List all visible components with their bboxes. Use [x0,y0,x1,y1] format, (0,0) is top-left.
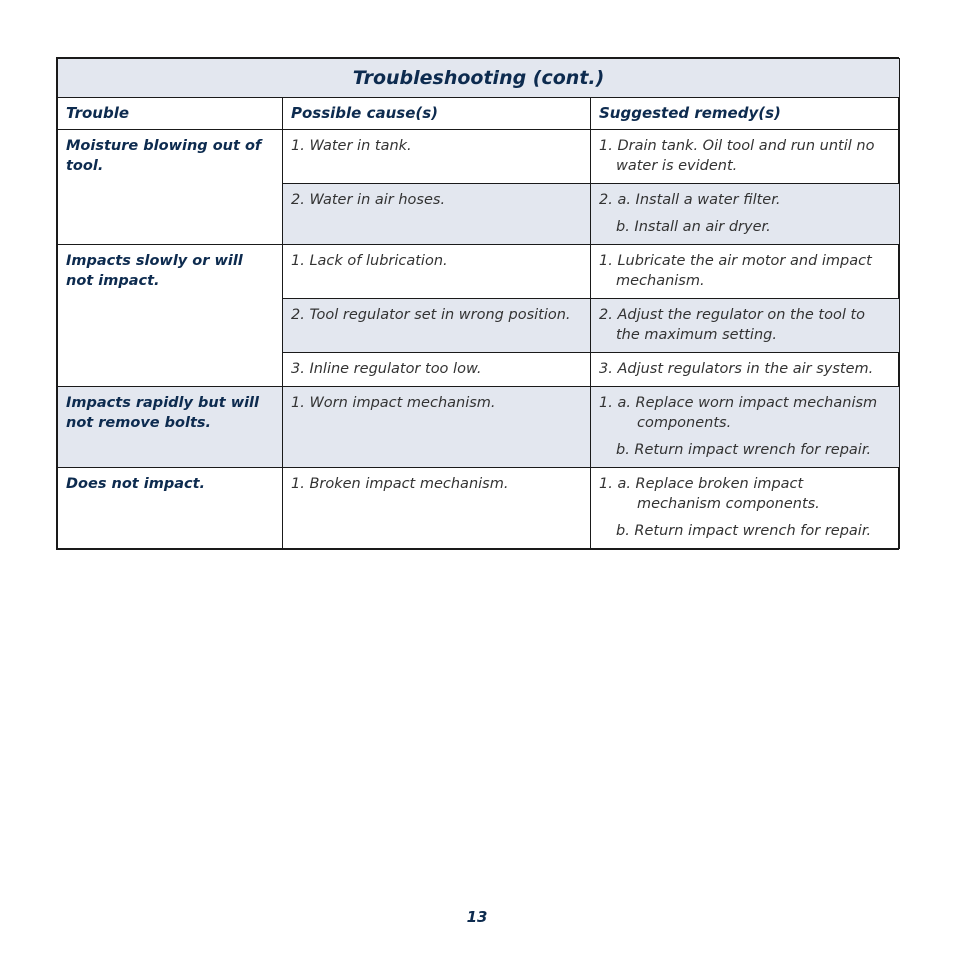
cause-cell [283,468,591,549]
remedy-text: 1. a. Replace worn impact mechanism components. [599,395,878,431]
cause-cell [283,245,591,299]
header-suggested-remedy: Suggested remedy(s) [591,98,900,130]
table-row [58,130,900,184]
cause-text: 1. Water in tank. [291,138,412,154]
trouble-impacts-rapidly: Impacts rapidly but will not remove bolts. [58,387,283,468]
cause-cell [283,353,591,387]
remedy-subtext: b. Return impact wrench for repair. [616,523,872,539]
remedy-text: 1. Drain tank. Oil tool and run until no water is evident. [599,138,875,174]
cause-cell [283,299,591,353]
table-row [58,468,900,549]
troubleshooting-table-frame [56,57,899,550]
remedy-text: 1. Lubricate the air motor and impact mechanism. [599,253,872,289]
cause-text: 3. Inline regulator too low. [291,361,482,377]
remedy-subtext: b. Install an air dryer. [616,219,771,235]
remedy-subtext: b. Return impact wrench for repair. [616,442,872,458]
cause-cell [283,387,591,468]
cause-text: 1. Broken impact mechanism. [291,476,509,492]
table-header-row [58,98,900,130]
cause-text: 1. Lack of lubrication. [291,253,448,269]
cause-cell [283,184,591,245]
remedy-text: 1. a. Replace broken impact mechanism components. [599,476,820,512]
remedy-cell [591,245,900,299]
trouble-impacts-slowly: Impacts slowly or will not impact. [58,245,283,387]
table-row [58,387,900,468]
troubleshooting-table [57,58,900,549]
trouble-moisture: Moisture blowing out of tool. [58,130,283,245]
trouble-does-not-impact: Does not impact. [58,468,283,549]
table-title-row [58,59,900,98]
page-number: 13 [466,908,488,926]
table-title: Troubleshooting (cont.) [58,59,900,98]
remedy-cell [591,184,900,245]
remedy-cell [591,353,900,387]
remedy-cell [591,299,900,353]
cause-cell [283,130,591,184]
remedy-text: 2. Adjust the regulator on the tool to the maximum setting. [599,307,866,343]
remedy-text: 3. Adjust regulators in the air system. [599,361,874,377]
header-trouble: Trouble [58,98,283,130]
remedy-cell [591,130,900,184]
table-row [58,245,900,299]
cause-text: 2. Water in air hoses. [291,192,446,208]
remedy-cell [591,468,900,549]
cause-text: 2. Tool regulator set in wrong position. [291,307,571,323]
remedy-cell [591,387,900,468]
remedy-text: 2. a. Install a water filter. [599,192,781,208]
cause-text: 1. Worn impact mechanism. [291,395,496,411]
header-possible-cause: Possible cause(s) [283,98,591,130]
